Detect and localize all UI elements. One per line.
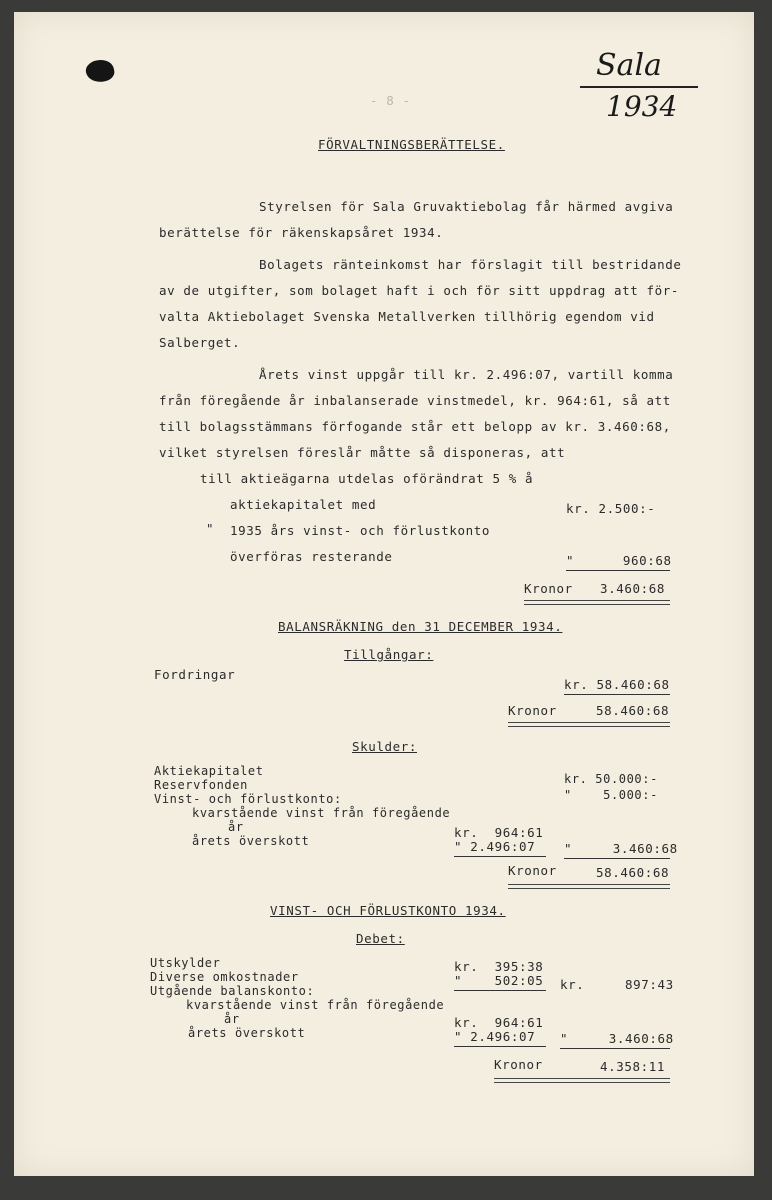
kvarstaende-label-2: kvarstående vinst från föregående <box>186 998 445 1012</box>
para-2-line-1: Bolagets ränteinkomst har förslagit till bestridande <box>259 257 682 272</box>
subheading-skulder: Skulder: <box>352 739 418 754</box>
liab-total: 58.460:68 <box>596 865 670 880</box>
kvarstaende-label: kvarstående vinst från föregående <box>192 806 451 820</box>
vinst-amount-4: " 2.496:07 <box>454 1029 536 1044</box>
reservfond-amount: " 5.000:- <box>564 788 658 802</box>
section-heading-forvaltning: FÖRVALTNINGSBERÄTTELSE. <box>318 137 505 152</box>
para-3-line-4: vilket styrelsen föreslår måtte så disponeras, att <box>159 445 566 460</box>
vinst-amount-total: kr. 897:43 <box>560 977 674 992</box>
disposition-line-1: till aktieägarna utdelas oförändrat 5 % å <box>200 471 534 486</box>
handwritten-underline <box>580 86 698 88</box>
rule <box>560 1048 670 1049</box>
rule <box>566 570 670 571</box>
section-heading-vinst: VINST- OCH FÖRLUSTKONTO 1934. <box>270 903 506 918</box>
aktiekapital-amount: kr. 50.000:- <box>564 772 658 786</box>
ar-label-2: år <box>224 1012 240 1026</box>
para-1-line-2: berättelse för räkenskapsåret 1934. <box>159 225 444 240</box>
sub-total: " 3.460:68 <box>564 841 678 856</box>
handwritten-year: 1934 <box>606 90 678 123</box>
fordringar-amount: kr. 58.460:68 <box>564 677 670 692</box>
para-2-line-4: Salberget. <box>159 335 241 350</box>
arets-label-2: årets överskott <box>188 1026 306 1040</box>
liab-total-label: Kronor <box>508 863 557 878</box>
para-1-line-1: Styrelsen för Sala Gruvaktiebolag får härmed avgiva <box>259 199 674 214</box>
disposition-line-4: överföras resterande <box>230 549 393 564</box>
subheading-debet: Debet: <box>356 931 405 946</box>
double-rule <box>524 600 670 605</box>
disposition-line-2: aktiekapitalet med <box>230 497 377 512</box>
utgaende-label: Utgående balanskonto: <box>150 984 315 998</box>
arets-label: årets överskott <box>192 834 310 848</box>
subheading-tillgangar: Tillgångar: <box>344 647 434 662</box>
disposition-line-3: 1935 års vinst- och förlustkonto <box>230 523 491 538</box>
para-3-line-3: till bolagsstämmans förfogande står ett belopp av kr. 3.460:68, <box>159 419 671 434</box>
rule <box>454 1046 546 1047</box>
document-page <box>14 12 754 1176</box>
fordringar-label: Fordringar <box>154 667 236 682</box>
para-3-line-1: Årets vinst uppgår till kr. 2.496:07, vartill komma <box>259 367 674 382</box>
reservfond-label: Reservfonden <box>154 778 248 792</box>
para-2-line-3: valta Aktiebolaget Svenska Metallverken tillhörig egendom vid <box>159 309 655 324</box>
diverse-label: Diverse omkostnader <box>150 970 299 984</box>
double-rule <box>508 884 670 889</box>
disposition-total-label: Kronor <box>524 581 573 596</box>
vinst-amount-3: kr. 964:61 <box>454 1015 544 1030</box>
rule <box>454 856 546 857</box>
ink-blot <box>84 57 116 84</box>
para-3-line-2: från föregående år inbalanserade vinstmedel, kr. 964:61, så att <box>159 393 671 408</box>
assets-total: 58.460:68 <box>596 703 670 718</box>
vinst-amount-2: " 502:05 <box>454 973 544 988</box>
vinst-sub-total: " 3.460:68 <box>560 1031 674 1046</box>
section-heading-balans: BALANSRÄKNING den 31 DECEMBER 1934. <box>278 619 563 634</box>
assets-total-label: Kronor <box>508 703 557 718</box>
rule <box>454 990 546 991</box>
sub-amount-2: " 2.496:07 <box>454 839 536 854</box>
para-2-line-2: av de utgifter, som bolaget haft i och för sitt uppdrag att för- <box>159 283 680 298</box>
aktiekapital-label: Aktiekapitalet <box>154 764 264 778</box>
disposition-total: 3.460:68 <box>600 581 666 596</box>
ar-label: år <box>228 820 244 834</box>
double-rule <box>508 722 670 727</box>
vinst-amount-1: kr. 395:38 <box>454 959 544 974</box>
page-number: - 8 - <box>370 93 411 108</box>
vinstkonto-label: Vinst- och förlustkonto: <box>154 792 342 806</box>
disposition-amount-1: kr. 2.500:- <box>566 501 656 516</box>
vinst-total-label: Kronor <box>494 1057 543 1072</box>
rule <box>564 858 670 859</box>
disposition-amount-2: " 960:68 <box>566 553 672 568</box>
vinst-total: 4.358:11 <box>600 1059 666 1074</box>
handwritten-place: Sala <box>596 48 662 83</box>
sub-amount-1: kr. 964:61 <box>454 825 544 840</box>
rule <box>564 694 670 695</box>
double-rule <box>494 1078 670 1083</box>
utskylder-label: Utskylder <box>150 956 221 970</box>
ditto-mark: " <box>206 521 215 536</box>
